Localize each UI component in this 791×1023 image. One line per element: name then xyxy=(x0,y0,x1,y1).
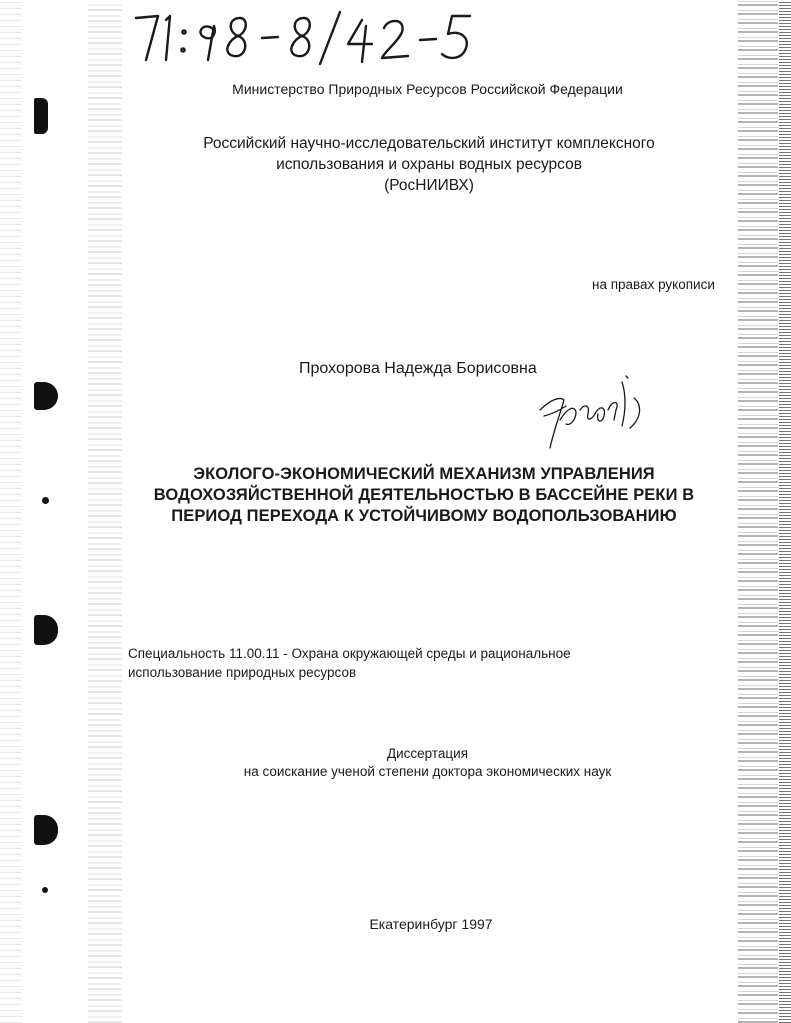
scan-speck-icon xyxy=(42,887,48,893)
title-line: ВОДОХОЗЯЙСТВЕННОЙ ДЕЯТЕЛЬНОСТЬЮ В БАССЕЙНЕ РЕКИ В xyxy=(153,486,695,504)
degree-line: на соискание ученой степени доктора экономических наук xyxy=(243,764,612,779)
specialty-line: Специальность 11.00.11 - Охрана окружающей среды и рациональное xyxy=(128,646,571,661)
binder-hole-icon xyxy=(34,815,58,845)
degree-heading: Диссертация xyxy=(386,746,469,761)
binder-hole-icon xyxy=(34,382,58,410)
institute-name xyxy=(0,133,791,196)
binder-hole-icon xyxy=(34,615,58,645)
ministry-name: Министерство Природных Ресурсов Российской Федерации xyxy=(232,81,623,97)
institute-abbreviation: (РосНИИВХ) xyxy=(384,177,474,194)
author-name: Прохорова Надежда Борисовна xyxy=(299,360,537,377)
handwritten-archive-number-icon xyxy=(96,4,476,66)
specialty-line: использование природных ресурсов xyxy=(128,665,357,680)
manuscript-note: на правах рукописи xyxy=(592,277,715,292)
city-year: Екатеринбург 1997 xyxy=(369,916,493,932)
dissertation-degree xyxy=(0,745,791,781)
dissertation-title xyxy=(0,464,791,527)
title-line: ПЕРИОД ПЕРЕХОДА К УСТОЙЧИВОМУ ВОДОПОЛЬЗОВАНИЮ xyxy=(171,507,677,525)
institute-line: использования и охраны водных ресурсов xyxy=(276,156,582,173)
handwritten-signature-icon xyxy=(530,370,650,455)
specialty xyxy=(128,644,688,682)
title-line: ЭКОЛОГО-ЭКОНОМИЧЕСКИЙ МЕХАНИЗМ УПРАВЛЕНИЯ xyxy=(193,465,655,483)
binder-hole-icon xyxy=(34,98,48,134)
institute-line: Российский научно-исследовательский институт комплексного xyxy=(203,135,655,152)
